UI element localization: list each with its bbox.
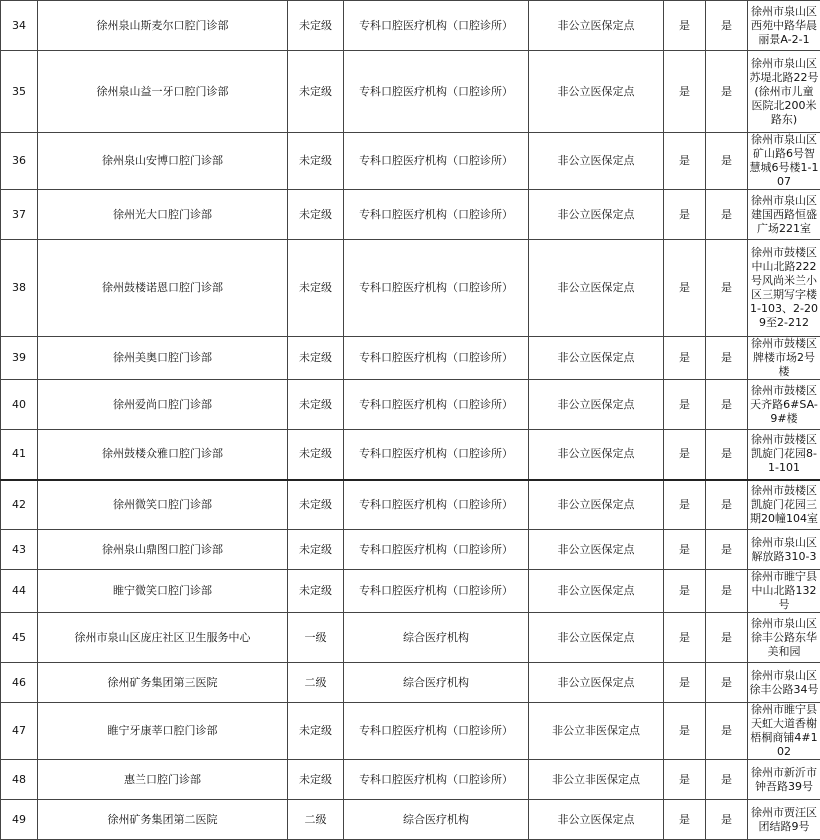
row-number: 45: [1, 613, 38, 663]
check-column-2: 是: [706, 51, 748, 133]
table-row: [1, 663, 820, 703]
institution-name: 徐州矿务集团第二医院: [38, 800, 288, 840]
institution-grade: 未定级: [288, 430, 344, 480]
institution-name: 徐州市泉山区庞庄社区卫生服务中心: [38, 613, 288, 663]
insurance-status: 非公立医保定点: [529, 613, 664, 663]
row-number: 44: [1, 570, 38, 613]
institution-address: 徐州市新沂市钟吾路39号: [748, 760, 820, 800]
table-row: [1, 240, 820, 337]
check-column-1: 是: [664, 1, 706, 51]
row-number: 47: [1, 703, 38, 760]
table-row: [1, 800, 820, 840]
row-number: 41: [1, 430, 38, 480]
insurance-status: 非公立医保定点: [529, 380, 664, 430]
institution-grade: 未定级: [288, 240, 344, 337]
table-row: [1, 133, 820, 190]
insurance-status: 非公立医保定点: [529, 51, 664, 133]
institution-category: 专科口腔医疗机构（口腔诊所）: [344, 570, 529, 613]
table-row: [1, 480, 820, 530]
institution-address: 徐州市泉山区徐丰公路34号: [748, 663, 820, 703]
table-row: [1, 703, 820, 760]
institution-category: 综合医疗机构: [344, 800, 529, 840]
institution-address: 徐州市泉山区矿山路6号智慧城6号楼1-107: [748, 133, 820, 190]
check-column-2: 是: [706, 240, 748, 337]
check-column-1: 是: [664, 613, 706, 663]
table-row: [1, 190, 820, 240]
check-column-1: 是: [664, 240, 706, 337]
check-column-2: 是: [706, 337, 748, 380]
institution-name: 徐州爱尚口腔门诊部: [38, 380, 288, 430]
institution-name: 徐州鼓楼众雅口腔门诊部: [38, 430, 288, 480]
institution-address: 徐州市鼓楼区凯旋门花园8-1-101: [748, 430, 820, 480]
row-number: 49: [1, 800, 38, 840]
institution-address: 徐州市睢宁县中山北路132号: [748, 570, 820, 613]
insurance-status: 非公立医保定点: [529, 570, 664, 613]
check-column-1: 是: [664, 703, 706, 760]
table-row: [1, 51, 820, 133]
check-column-2: 是: [706, 1, 748, 51]
institution-address: 徐州市鼓楼区牌楼市场2号楼: [748, 337, 820, 380]
institution-grade: 一级: [288, 613, 344, 663]
institution-category: 专科口腔医疗机构（口腔诊所）: [344, 760, 529, 800]
insurance-status: 非公立医保定点: [529, 1, 664, 51]
row-number: 43: [1, 530, 38, 570]
institution-name: 徐州泉山斯麦尔口腔门诊部: [38, 1, 288, 51]
insurance-status: 非公立医保定点: [529, 337, 664, 380]
institution-category: 综合医疗机构: [344, 663, 529, 703]
institution-category: 综合医疗机构: [344, 613, 529, 663]
check-column-1: 是: [664, 760, 706, 800]
insurance-status: 非公立医保定点: [529, 190, 664, 240]
institution-grade: 二级: [288, 800, 344, 840]
institution-address: 徐州市鼓楼区中山北路222号风尚米兰小区三期写字楼1-103、2-209至2-212: [748, 240, 820, 337]
check-column-1: 是: [664, 190, 706, 240]
row-number: 42: [1, 480, 38, 530]
check-column-2: 是: [706, 760, 748, 800]
row-number: 39: [1, 337, 38, 380]
row-number: 34: [1, 1, 38, 51]
clinic-table-body: [1, 1, 820, 840]
check-column-2: 是: [706, 430, 748, 480]
institution-name: 睢宁牙康莘口腔门诊部: [38, 703, 288, 760]
institution-grade: 未定级: [288, 190, 344, 240]
check-column-1: 是: [664, 380, 706, 430]
institution-address: 徐州市泉山区西苑中路华晨丽景A-2-1: [748, 1, 820, 51]
check-column-1: 是: [664, 337, 706, 380]
row-number: 38: [1, 240, 38, 337]
check-column-1: 是: [664, 133, 706, 190]
table-row: [1, 530, 820, 570]
institution-grade: 未定级: [288, 380, 344, 430]
check-column-2: 是: [706, 703, 748, 760]
insurance-status: 非公立医保定点: [529, 800, 664, 840]
check-column-1: 是: [664, 800, 706, 840]
institution-category: 专科口腔医疗机构（口腔诊所）: [344, 703, 529, 760]
check-column-1: 是: [664, 530, 706, 570]
institution-grade: 二级: [288, 663, 344, 703]
institution-address: 徐州市鼓楼区天齐路6#SA-9#楼: [748, 380, 820, 430]
institution-address: 徐州市睢宁县天虹大道香榭梧桐商铺4#102: [748, 703, 820, 760]
institution-grade: 未定级: [288, 703, 344, 760]
insurance-status: 非公立医保定点: [529, 530, 664, 570]
institution-address: 徐州市鼓楼区凯旋门花园三期20幢104室: [748, 480, 820, 530]
institution-category: 专科口腔医疗机构（口腔诊所）: [344, 240, 529, 337]
institution-grade: 未定级: [288, 1, 344, 51]
check-column-1: 是: [664, 51, 706, 133]
institution-name: 睢宁微笑口腔门诊部: [38, 570, 288, 613]
insurance-status: 非公立医保定点: [529, 663, 664, 703]
institution-name: 徐州微笑口腔门诊部: [38, 480, 288, 530]
institution-category: 专科口腔医疗机构（口腔诊所）: [344, 337, 529, 380]
row-number: 46: [1, 663, 38, 703]
institution-grade: 未定级: [288, 51, 344, 133]
row-number: 48: [1, 760, 38, 800]
insurance-status: 非公立非医保定点: [529, 703, 664, 760]
institution-grade: 未定级: [288, 133, 344, 190]
insurance-status: 非公立医保定点: [529, 133, 664, 190]
institution-name: 徐州泉山安博口腔门诊部: [38, 133, 288, 190]
check-column-2: 是: [706, 570, 748, 613]
check-column-1: 是: [664, 430, 706, 480]
institution-grade: 未定级: [288, 480, 344, 530]
institution-category: 专科口腔医疗机构（口腔诊所）: [344, 133, 529, 190]
table-row: [1, 337, 820, 380]
institution-grade: 未定级: [288, 760, 344, 800]
insurance-status: 非公立非医保定点: [529, 760, 664, 800]
institution-name: 徐州光大口腔门诊部: [38, 190, 288, 240]
institution-category: 专科口腔医疗机构（口腔诊所）: [344, 380, 529, 430]
institution-grade: 未定级: [288, 570, 344, 613]
table-row: [1, 430, 820, 480]
row-number: 36: [1, 133, 38, 190]
institution-category: 专科口腔医疗机构（口腔诊所）: [344, 51, 529, 133]
table-row: [1, 760, 820, 800]
row-number: 40: [1, 380, 38, 430]
institution-category: 专科口腔医疗机构（口腔诊所）: [344, 430, 529, 480]
check-column-2: 是: [706, 613, 748, 663]
institution-category: 专科口腔医疗机构（口腔诊所）: [344, 1, 529, 51]
table-row: [1, 570, 820, 613]
institution-address: 徐州市泉山区徐丰公路东华美和园: [748, 613, 820, 663]
institution-category: 专科口腔医疗机构（口腔诊所）: [344, 190, 529, 240]
check-column-1: 是: [664, 663, 706, 703]
institution-name: 徐州泉山益一牙口腔门诊部: [38, 51, 288, 133]
institution-name: 惠兰口腔门诊部: [38, 760, 288, 800]
institution-address: 徐州市泉山区苏堤北路22号(徐州市儿童医院北200米路东): [748, 51, 820, 133]
institution-grade: 未定级: [288, 530, 344, 570]
institution-name: 徐州泉山鼎图口腔门诊部: [38, 530, 288, 570]
insurance-status: 非公立医保定点: [529, 430, 664, 480]
check-column-2: 是: [706, 380, 748, 430]
check-column-2: 是: [706, 480, 748, 530]
table-row: [1, 1, 820, 51]
institution-address: 徐州市泉山区解放路310-3: [748, 530, 820, 570]
check-column-2: 是: [706, 530, 748, 570]
institution-category: 专科口腔医疗机构（口腔诊所）: [344, 530, 529, 570]
check-column-2: 是: [706, 190, 748, 240]
table-row: [1, 613, 820, 663]
row-number: 37: [1, 190, 38, 240]
check-column-2: 是: [706, 663, 748, 703]
institution-category: 专科口腔医疗机构（口腔诊所）: [344, 480, 529, 530]
table-row: [1, 380, 820, 430]
insurance-status: 非公立医保定点: [529, 240, 664, 337]
check-column-1: 是: [664, 570, 706, 613]
check-column-1: 是: [664, 480, 706, 530]
institution-address: 徐州市泉山区建国西路恒盛广场221室: [748, 190, 820, 240]
row-number: 35: [1, 51, 38, 133]
institution-name: 徐州矿务集团第三医院: [38, 663, 288, 703]
insurance-status: 非公立医保定点: [529, 480, 664, 530]
institution-name: 徐州美奥口腔门诊部: [38, 337, 288, 380]
institution-grade: 未定级: [288, 337, 344, 380]
check-column-2: 是: [706, 800, 748, 840]
institution-name: 徐州鼓楼诺恩口腔门诊部: [38, 240, 288, 337]
institution-address: 徐州市贾汪区团结路9号: [748, 800, 820, 840]
check-column-2: 是: [706, 133, 748, 190]
